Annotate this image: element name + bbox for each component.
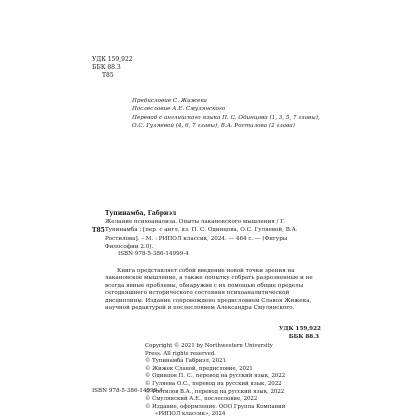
- copyright-line: © Одинцов П. С., перевод на русский язык, 2022: [145, 373, 286, 380]
- bbk-code: ББК 88.3: [288, 333, 319, 340]
- udk-code: УДК 159,922: [92, 56, 133, 63]
- author-sign: Т85: [102, 72, 114, 79]
- bibliographic-description: Желание психоанализа. Опыты лакановского мышления / Г. Тупинамба ; [пер. с англ. яз. П. С. Одинцова, О.С. Гуляевой, В.А. Ростилова]. – М. : РИПОЛ классик, 2024. — 464 с. — (Фигуры Философии 2.0).: [105, 219, 298, 250]
- copyright-line: © Ростилов В.А., перевод на русский язык, 2022: [145, 388, 285, 395]
- author-heading: Тупинамба, Габриэл: [105, 210, 177, 217]
- copyright-line: © Издание, оформление. ООО Группа Компаний: [145, 403, 286, 410]
- copyright-line: «РИПОЛ классик», 2024: [155, 411, 226, 418]
- translation-credits: [132, 97, 320, 130]
- credit-line: О.С. Гуляевой (4, 6, 7 главы), В.А. Ростилова (2 глава): [132, 122, 295, 129]
- udk-code: УДК 159,922: [279, 326, 321, 332]
- copyright-block: [145, 343, 285, 419]
- copyright-line: © Смулянский А.Е., послесловие, 2022: [145, 396, 258, 403]
- copyright-line: © Жижек Славой, предисловие, 2021: [145, 365, 253, 372]
- copyright-line: Copyright © 2021 by Northwestern University: [145, 343, 273, 349]
- index-code: Т85: [92, 227, 105, 234]
- credit-line: Послесловие А.Е. Смулянского: [132, 106, 226, 113]
- bbk-code: ББК 88.3: [92, 64, 121, 71]
- udk-block-bottom: [279, 326, 319, 341]
- annotation: Книга представляет собой введение новой точки зрения на лакановское мышление, а также попытку собрать разрозненные и не всегда явные проблемы, обнаружив с их помощью общие пределы сегодняшнего исторического состояния психоаналитической дисциплины. Издание сопровождено предисловием Славоя Жижека, научной редактурой и послесловием Александра Смулянского.: [105, 268, 313, 312]
- udk-block-top: [92, 56, 133, 80]
- copyright-line: Press. All rights reserved.: [145, 350, 216, 357]
- credit-line: Предисловие С. Жижека: [132, 98, 207, 104]
- isbn-bottom: ISBN 978-5-386-14999-4: [92, 388, 163, 394]
- isbn: ISBN 978-5-386-14999-4: [118, 251, 189, 257]
- copyright-line: © Гуляева О.С., перевод на русский язык, 2022: [145, 380, 282, 387]
- copyright-line: © Тупинамба Габриэл, 2021: [145, 358, 226, 365]
- credit-line: Перевод с английского языка П. С. Одинцова (1, 3, 5, 7 главы),: [132, 114, 320, 121]
